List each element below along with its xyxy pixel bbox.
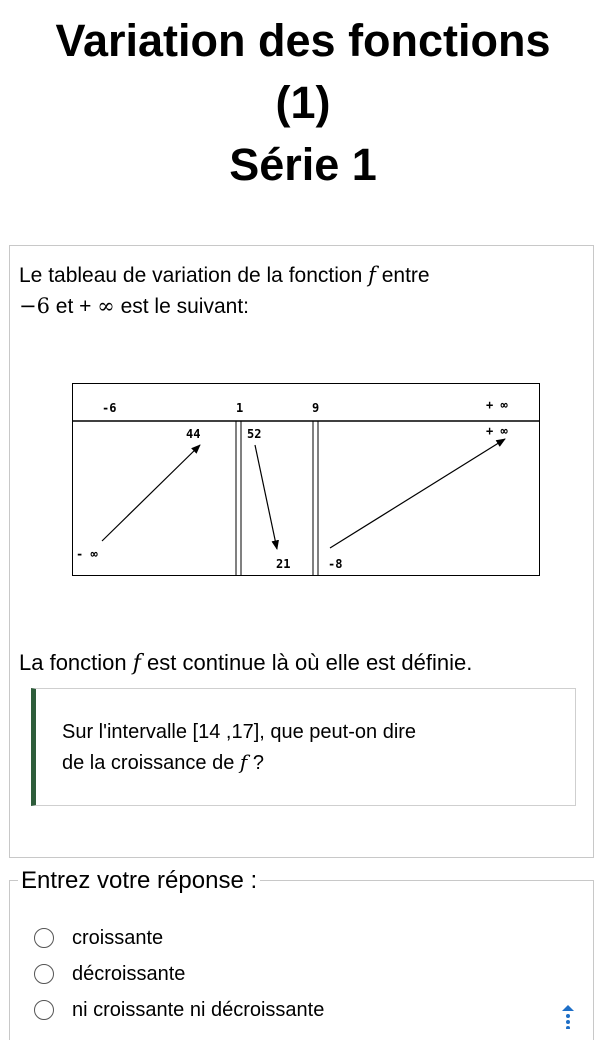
question-part-3: de la croissance de — [62, 752, 240, 774]
x-value-1: 1 — [236, 401, 244, 415]
continuity-text: La fonction — [19, 650, 133, 675]
f-value-52: 52 — [247, 427, 262, 441]
statement-intro — [19, 260, 579, 322]
question-part-1: Sur l'intervalle — [62, 721, 193, 743]
question-box — [31, 688, 576, 806]
option-decroissante[interactable] — [34, 960, 185, 988]
question-part-2: , que peut-on dire — [259, 721, 417, 743]
x-value-minus-6: -6 — [102, 401, 117, 415]
question-text — [62, 717, 562, 778]
answer-fieldset — [9, 867, 594, 1040]
f-value-minus-infinity: - ∞ — [76, 547, 98, 561]
option-ni-croissante-ni-decroissante[interactable] — [34, 996, 324, 1024]
intro-text-4: est le suivant: — [114, 295, 249, 318]
intro-text: Le tableau de variation de la fonction — [19, 264, 369, 287]
answer-legend: Entrez votre réponse : — [18, 866, 260, 896]
variation-table — [72, 383, 540, 576]
continuity-statement — [19, 648, 589, 679]
interval-start: −6 — [19, 294, 50, 318]
f-value-44: 44 — [186, 427, 201, 441]
intro-text-3: et + — [49, 295, 98, 318]
title-line-2: (1) — [275, 77, 331, 128]
f-value-21: 21 — [276, 557, 291, 571]
x-value-plus-infinity: + ∞ — [486, 398, 508, 412]
title-line-1: Variation des fonctions — [55, 15, 551, 66]
intro-text-2: entre — [375, 264, 430, 287]
continuity-text-2: est continue là où elle est définie. — [140, 650, 473, 675]
option-label: ni croissante ni décroissante — [72, 998, 325, 1021]
infinity-symbol: ∞ — [97, 294, 115, 318]
function-symbol: f — [239, 750, 248, 774]
arrow-increasing-1 — [102, 445, 200, 541]
option-label: croissante — [72, 926, 164, 949]
exercise-statement — [9, 245, 594, 858]
radio-decroissante[interactable] — [34, 964, 54, 984]
question-part-4: ? — [247, 752, 264, 774]
option-label: décroissante — [72, 962, 186, 985]
scroll-more-icon[interactable] — [560, 1005, 576, 1034]
page-title — [0, 10, 606, 196]
x-value-9: 9 — [312, 401, 320, 415]
table-frame — [73, 384, 540, 576]
f-value-plus-infinity: + ∞ — [486, 424, 508, 438]
function-symbol: f — [132, 651, 141, 676]
arrow-decreasing — [255, 445, 277, 549]
option-croissante[interactable] — [34, 924, 163, 952]
scroll-more-icon-svg — [560, 1005, 576, 1029]
radio-croissante[interactable] — [34, 928, 54, 948]
question-interval: [14 ,17] — [192, 721, 260, 743]
radio-ni-croissante-ni-decroissante[interactable] — [34, 1000, 54, 1020]
function-symbol: f — [368, 263, 376, 287]
f-value-minus-8: -8 — [328, 557, 343, 571]
arrow-increasing-2 — [330, 439, 505, 548]
title-line-3: Série 1 — [229, 139, 377, 190]
variation-table-svg — [72, 383, 540, 576]
